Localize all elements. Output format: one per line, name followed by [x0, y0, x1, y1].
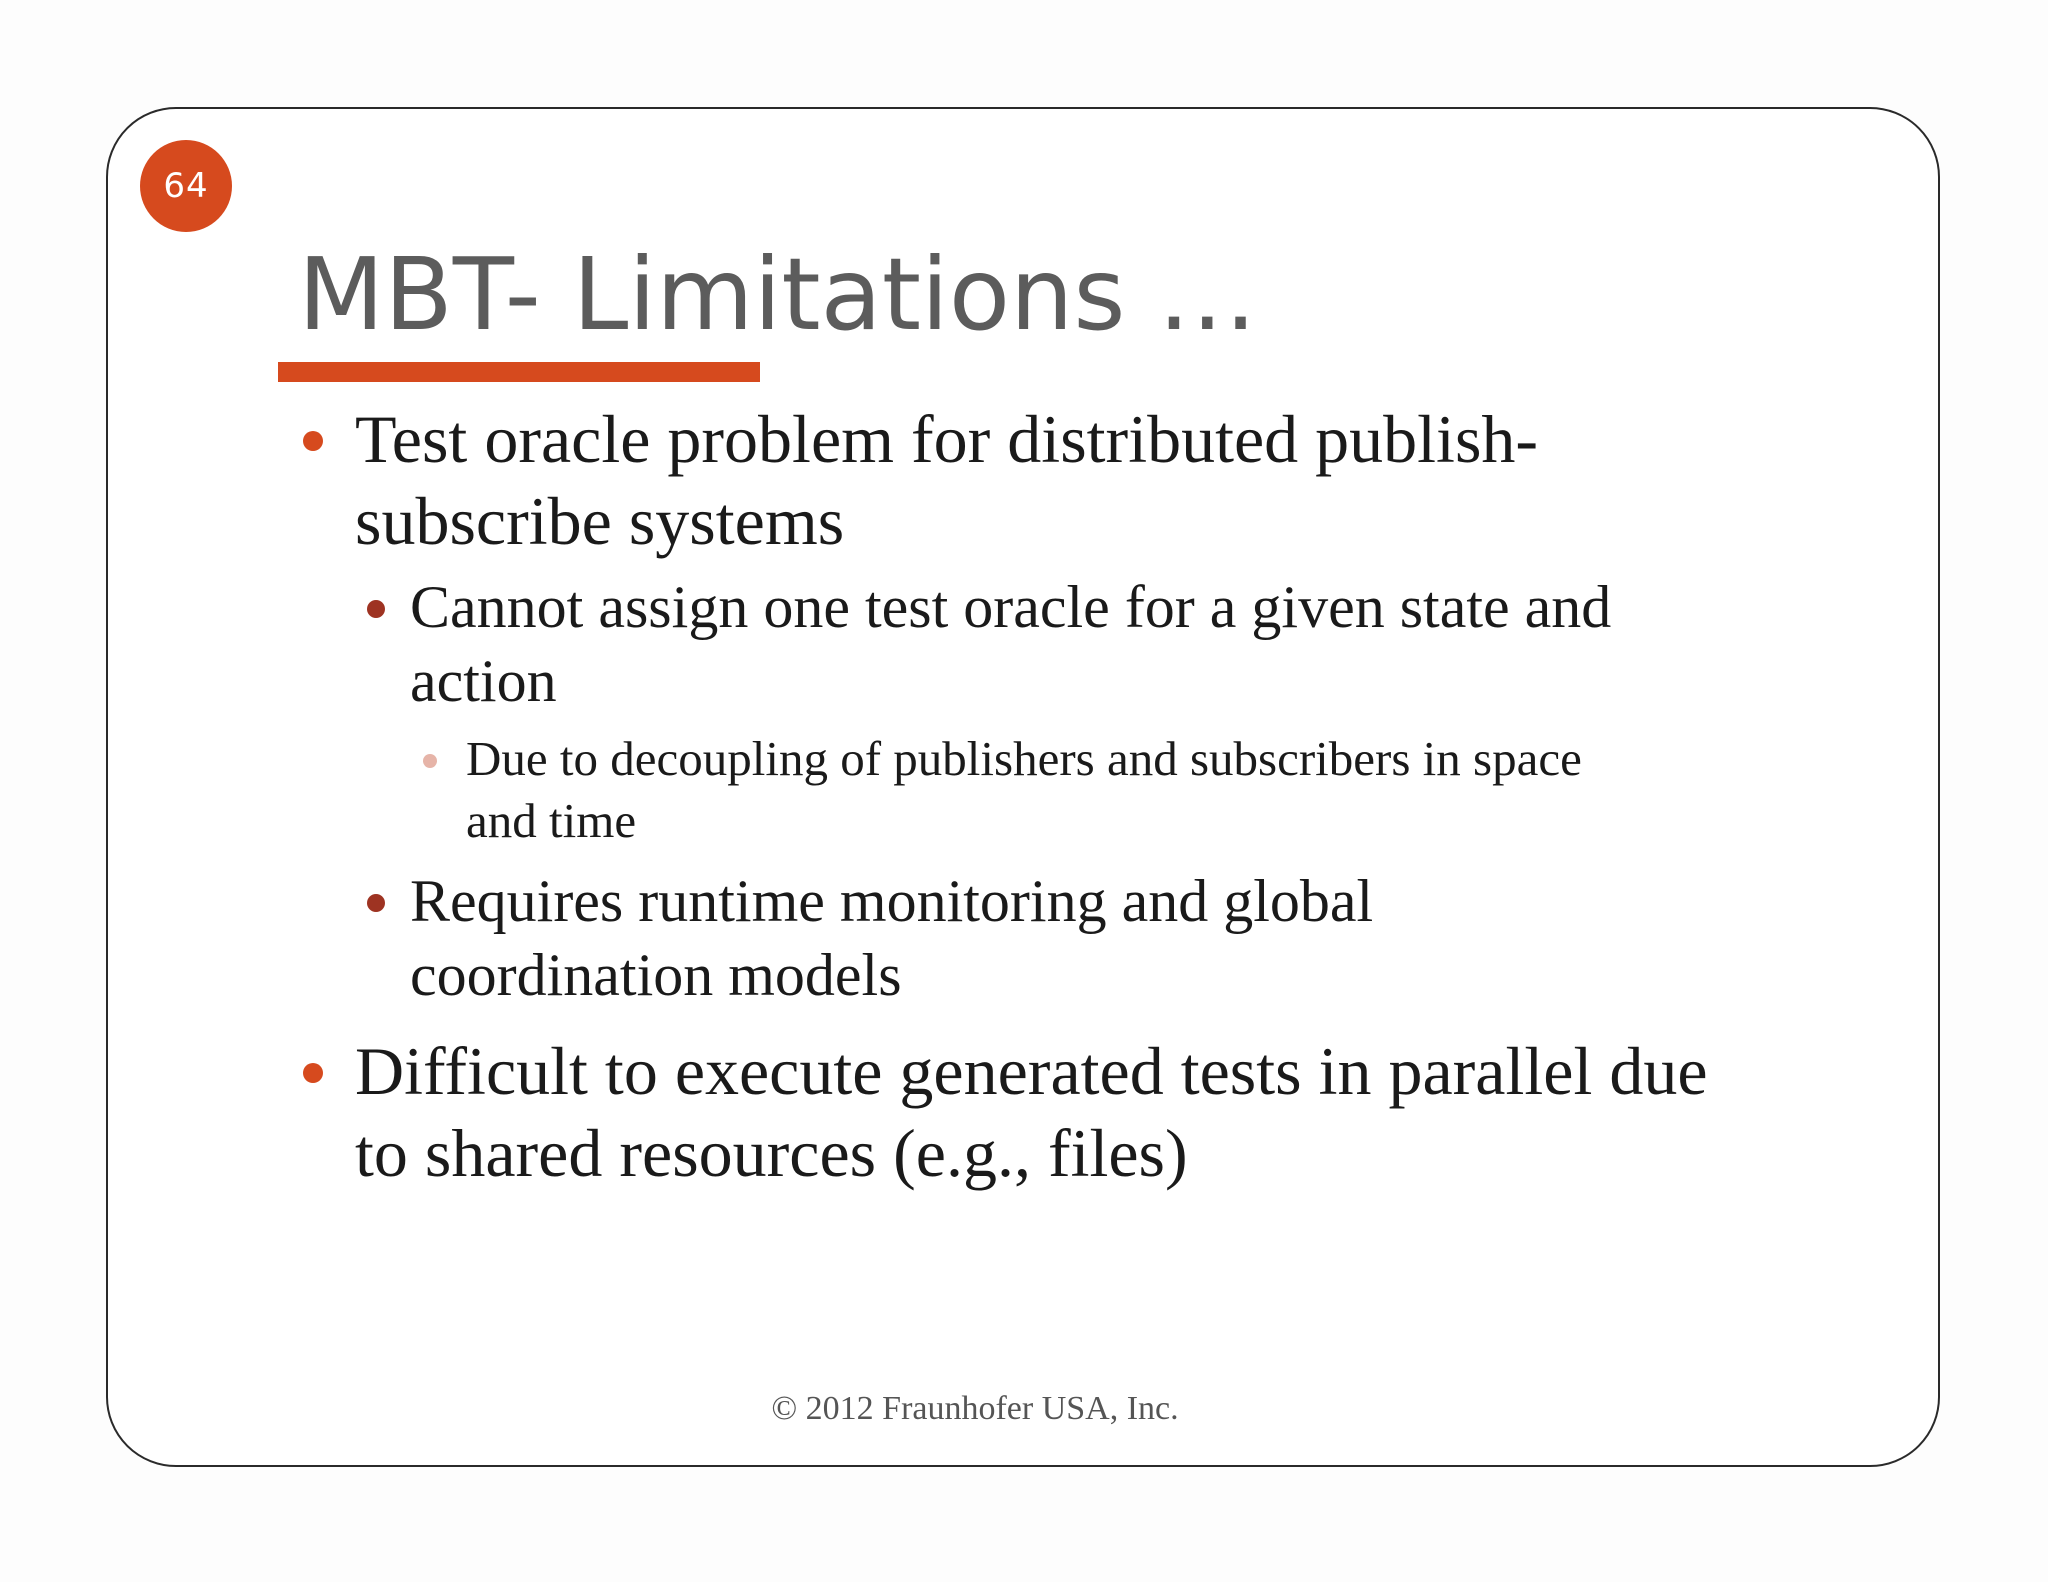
- bullet-dot: [423, 754, 437, 768]
- bullet-line: Difficult to execute generated tests in parallel due: [355, 1033, 1708, 1109]
- slide-title: MBT- Limitations …: [298, 236, 1258, 353]
- bullet-dot: [303, 1063, 323, 1083]
- bullet-item-parallel-execution: [355, 1030, 1708, 1194]
- slide-number-badge: [140, 140, 232, 232]
- bullet-item-runtime-monitoring: [410, 864, 1373, 1012]
- bullet-line: Cannot assign one test oracle for a given state and: [410, 574, 1612, 640]
- bullet-item-decoupling: [466, 728, 1582, 852]
- slide-number: 64: [163, 166, 209, 206]
- bullet-line: and time: [466, 793, 637, 848]
- copyright-footer: © 2012 Fraunhofer USA, Inc.: [771, 1390, 1179, 1427]
- bullet-dot: [303, 431, 323, 451]
- bullet-dot: [367, 894, 385, 912]
- bullet-line: action: [410, 648, 557, 714]
- title-underline: [278, 362, 760, 382]
- bullet-line: coordination models: [410, 942, 902, 1008]
- bullet-item-oracle-problem: [355, 398, 1538, 562]
- bullet-line: Test oracle problem for distributed publish-: [355, 401, 1539, 477]
- bullet-dot: [367, 600, 385, 618]
- bullet-line: to shared resources (e.g., files): [355, 1115, 1188, 1191]
- bullet-line: subscribe systems: [355, 483, 845, 559]
- bullet-line: Due to decoupling of publishers and subscribers in space: [466, 731, 1582, 786]
- bullet-line: Requires runtime monitoring and global: [410, 868, 1374, 934]
- bullet-item-cannot-assign: [410, 570, 1611, 718]
